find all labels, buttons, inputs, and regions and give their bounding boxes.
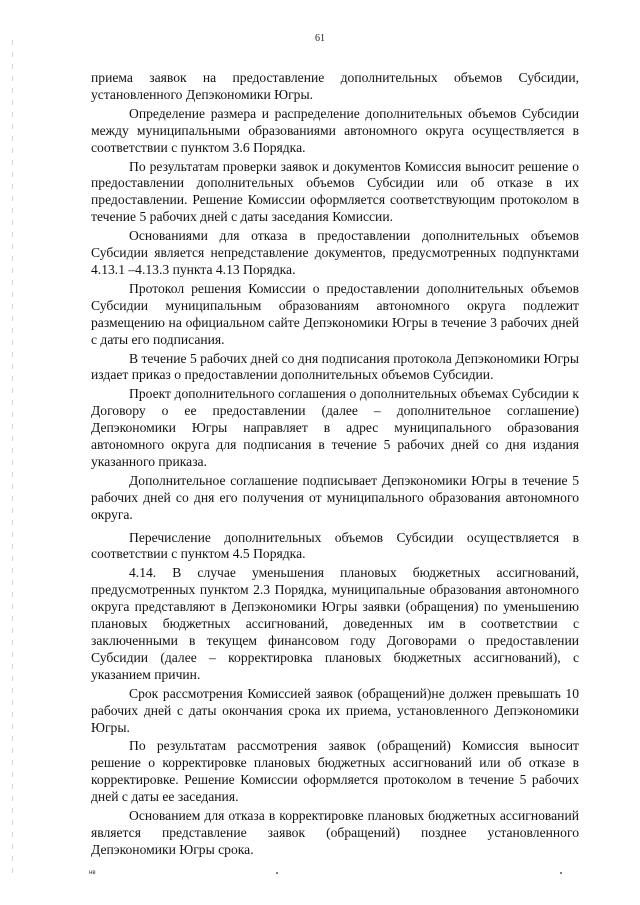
- paragraph: По результатам рассмотрения заявок (обращений) Комиссия выносит решение о корректировке плановых бюджетных ассигнований или об отказе в корректировке. Решение Комиссии оформляется протоколом в течение 5 рабочих дней с даты ее заседания.: [91, 738, 579, 805]
- paragraph: Дополнительное соглашение подписывает Депэкономики Югры в течение 5 рабочих дней со дня его получения от муниципального образования автономного округа.: [91, 472, 579, 522]
- footer-initials: нв: [89, 870, 96, 876]
- paragraph: Протокол решения Комиссии о предоставлении дополнительных объемов Субсидии муниципальным образованиям автономного округа подлежит размещению на официальном сайте Депэкономики Югры в течение 3 рабочих дней с даты его подписания.: [91, 280, 579, 347]
- scan-margin-artifact: [12, 40, 14, 880]
- document-body: [91, 70, 579, 861]
- paragraph: 4.14. В случае уменьшения плановых бюджетных ассигнований, предусмотренных пунктом 2.3 Порядка, муниципальные образования автономного округа представляют в Депэкономики Югры заявки (обращения) по уменьшению плановых бюджетных ассигнований, доведенных им в соответствии с заключенными в текущем финансовом году Договорами о предоставлении Субсидии (далее – корректировка плановых бюджетных ассигнований), с указанием причин.: [91, 565, 579, 682]
- paragraph: Проект дополнительного соглашения о дополнительных объемах Субсидии к Договору о ее предоставлении (далее – дополнительное соглашение) Депэкономики Югры направляет в адрес муниципального образования автономного округа для подписания в течение 5 рабочих дней со дня издания указанного приказа.: [91, 386, 579, 469]
- scan-speck: [276, 872, 278, 874]
- paragraph: Основанием для отказа в корректировке плановых бюджетных ассигнований является представление заявок (обращений) позднее установленного Депэкономики Югры срока.: [91, 808, 579, 857]
- paragraph: Определение размера и распределение дополнительных объемов Субсидии между муниципальными образованиями автономного округа осуществляется в соответствии с пунктом 3.6 Порядка.: [91, 105, 579, 155]
- paragraph: В течение 5 рабочих дней со дня подписания протокола Депэкономики Югры издает приказ о предоставлении дополнительных объемов Субсидии.: [91, 350, 579, 383]
- scan-speck: [560, 872, 562, 874]
- paragraph: По результатам проверки заявок и документов Комиссия выносит решение о предоставлении дополнительных объемов Субсидии или об отказе в их предоставлении. Решение Комиссии оформляется соответствующим протоколом в течение 5 рабочих дней с даты заседания Комиссии.: [91, 158, 579, 225]
- paragraph: Основаниями для отказа в предоставлении дополнительных объемов Субсидии является непредставление документов, предусмотренных подпунктами 4.13.1 –4.13.3 пункта 4.13 Порядка.: [91, 228, 579, 277]
- paragraph: Перечисление дополнительных объемов Субсидии осуществляется в соответствии с пунктом 4.5 Порядка.: [91, 529, 579, 562]
- paragraph: приема заявок на предоставление дополнительных объемов Субсидии, установленного Депэкономики Югры.: [91, 70, 579, 102]
- page-number: 61: [315, 33, 325, 44]
- paragraph: Срок рассмотрения Комиссией заявок (обращений)не должен превышать 10 рабочих дней с даты окончания срока их приема, установленного Депэкономики Югры.: [91, 685, 579, 735]
